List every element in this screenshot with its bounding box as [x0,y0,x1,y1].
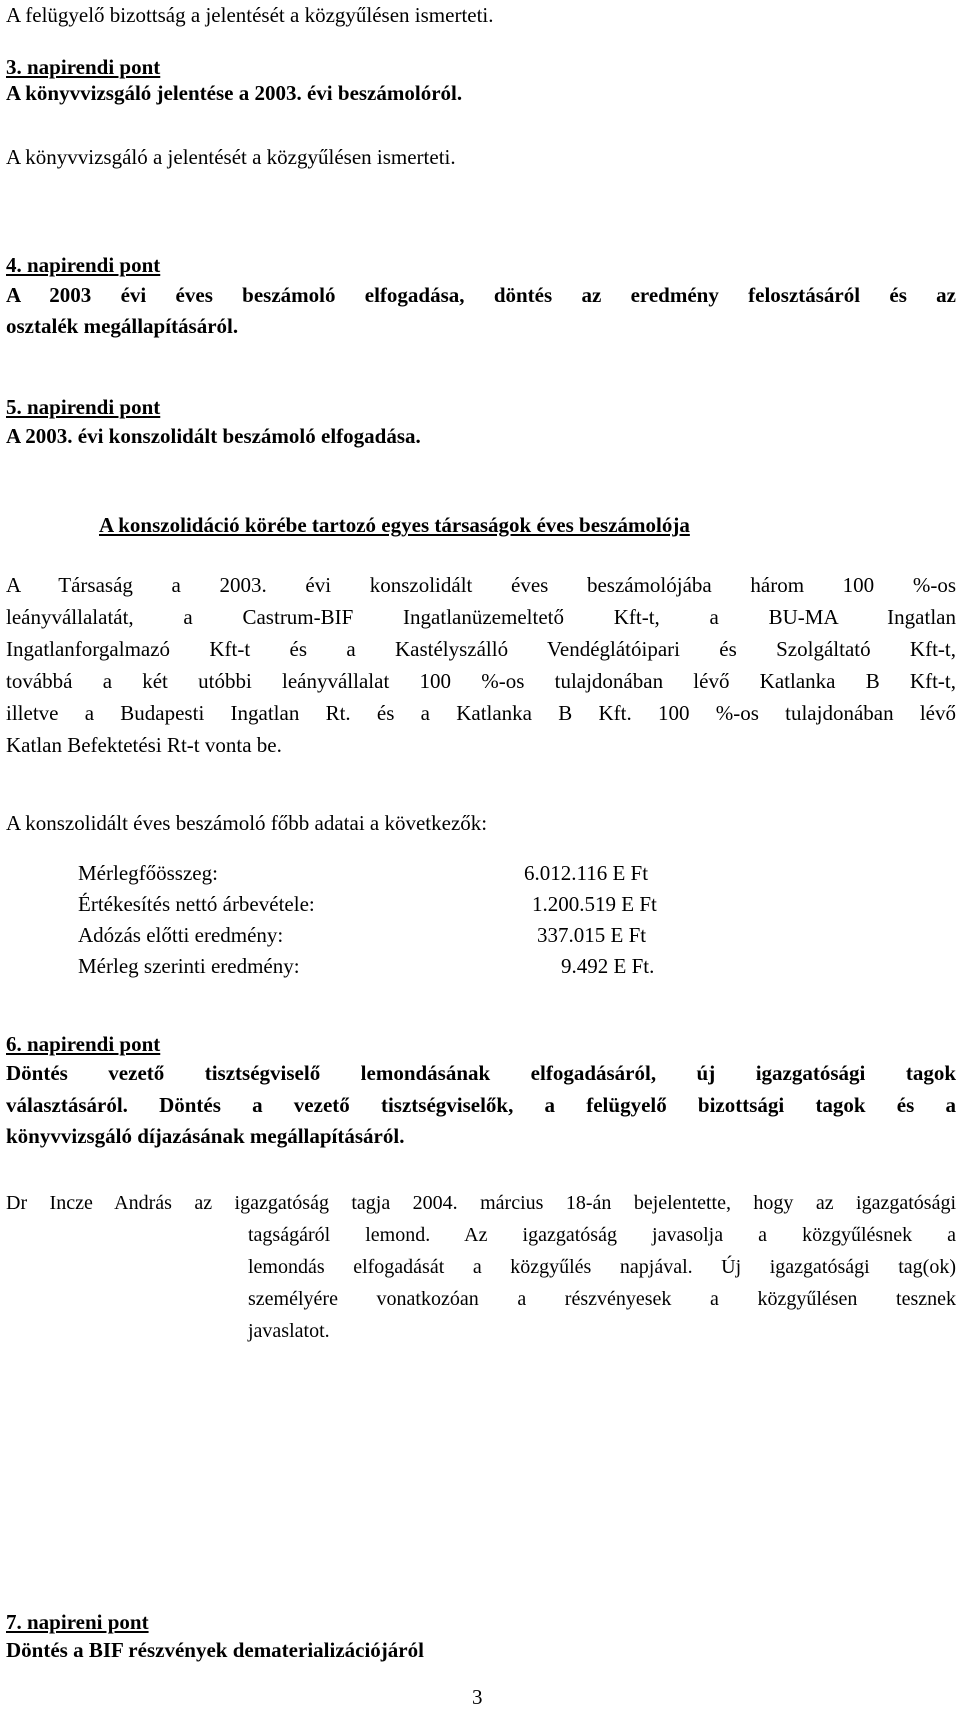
section-4-heading: 4. napirendi pont [6,253,161,277]
figure-value: 1.200.519 E Ft [532,892,657,916]
section-5-paragraph-line: illetve a Budapesti Ingatlan Rt. és a Katlanka B Kft. 100 %-os tulajdonában lévő [6,701,956,725]
section-5-subheading: A konszolidáció körébe tartozó egyes társaságok éves beszámolója [99,513,690,537]
figure-value: 9.492 E Ft. [561,954,655,978]
figure-value: 337.015 E Ft [537,923,647,947]
section-5-paragraph-line: leányvállalatát, a Castrum-BIF Ingatlanüzemeltető Kft-t, a BU-MA Ingatlan [6,605,956,629]
section-7-heading: 7. napireni pont [6,1610,149,1634]
section-5-paragraph-line: továbbá a két utóbbi leányvállalat 100 %-os tulajdonában lévő Katlanka B Kft-t, [6,669,956,693]
figure-label: Értékesítés nettó árbevétele: [78,892,315,916]
figures-intro: A konszolidált éves beszámoló főbb adatai a következők: [6,811,488,835]
figure-value: 6.012.116 E Ft [524,861,649,885]
section-4-title-line: osztalék megállapításáról. [6,314,239,338]
section-7-title: Döntés a BIF részvények dematerializációjáról [6,1638,424,1662]
section-4-title-line: A 2003 évi éves beszámoló elfogadása, döntés az eredmény felosztásáról és az [6,283,956,307]
figure-label: Mérleg szerinti eredmény: [78,954,300,978]
section-6-paragraph-first: Dr Incze András az igazgatóság tagja 2004. március 18-án bejelentette, hogy az igazgatósági [6,1192,956,1214]
section-3-text: A könyvvizsgáló a jelentését a közgyűlésen ismerteti. [6,145,456,169]
section-3-title: A könyvvizsgáló jelentése a 2003. évi beszámolóról. [6,81,463,105]
section-6-paragraph-line: tagságáról lemond. Az igazgatóság javasolja a közgyűlésnek a [248,1224,956,1246]
section-3-heading: 3. napirendi pont [6,55,161,79]
section-5-title: A 2003. évi konszolidált beszámoló elfogadása. [6,424,421,448]
section-6-paragraph-line: személyére vonatkozóan a részvényesek a közgyűlésen tesznek [248,1288,956,1310]
page-number: 3 [472,1685,483,1709]
section-6-paragraph-line: javaslatot. [248,1320,330,1342]
section-6-title-line: Döntés vezető tisztségviselő lemondásának elfogadásáról, új igazgatósági tagok [6,1061,956,1085]
section-5-paragraph-line: Ingatlanforgalmazó Kft-t és a Kastélyszálló Vendéglátóipari és Szolgáltató Kft-t, [6,637,956,661]
figure-label: Adózás előtti eredmény: [78,923,284,947]
section-6-paragraph-line: lemondás elfogadását a közgyűlés napjával. Új igazgatósági tag(ok) [248,1256,956,1278]
figure-label: Mérlegfőösszeg: [78,861,218,885]
section-5-heading: 5. napirendi pont [6,395,161,419]
section-6-title-line: választásáról. Döntés a vezető tisztségviselők, a felügyelő bizottsági tagok és a [6,1093,956,1117]
section-5-paragraph-line: Katlan Befektetési Rt-t vonta be. [6,733,282,757]
section-6-title-line: könyvvizsgáló díjazásának megállapításáról. [6,1124,405,1148]
section-6-heading: 6. napirendi pont [6,1032,161,1056]
section-5-paragraph-line: A Társaság a 2003. évi konszolidált éves beszámolójába három 100 %-os [6,573,956,597]
intro-line: A felügyelő bizottság a jelentését a közgyűlésen ismerteti. [6,3,494,27]
